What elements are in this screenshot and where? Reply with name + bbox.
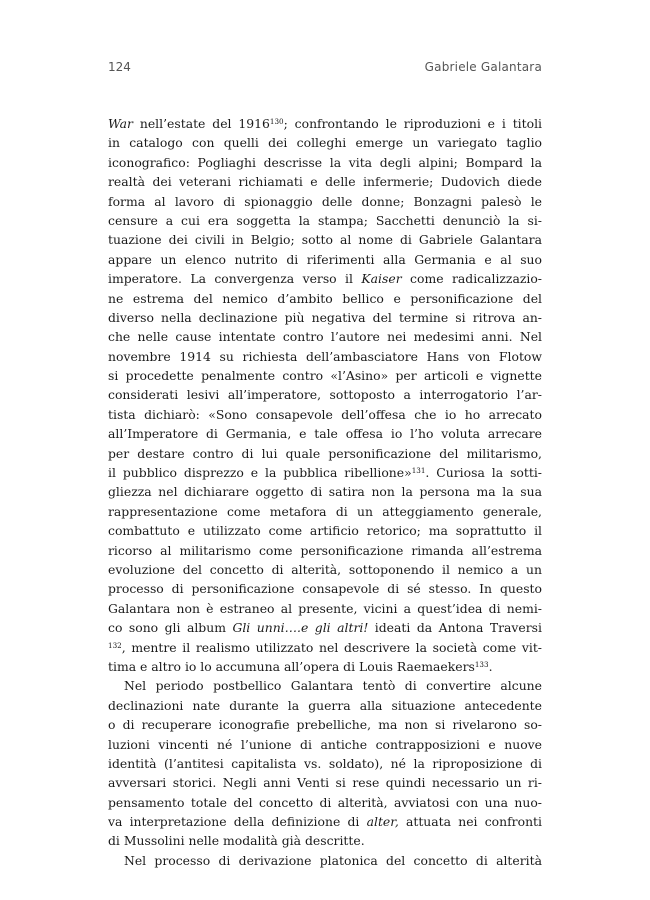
text-segment: tima e altro io lo accumuna all’opera di Louis Raemaekers	[108, 658, 475, 674]
text-segment: novembre 1914 su richiesta dell’ambasciatore Hans von Flotow	[108, 348, 542, 364]
text-line	[108, 114, 542, 133]
page-header	[108, 60, 542, 78]
footnote-marker: 130	[269, 117, 284, 127]
text-segment: Nel periodo postbellico Galantara tentò di convertire alcune	[124, 678, 542, 694]
text-segment: declinazioni nate durante la guerra alla situazione antecedente	[108, 697, 542, 713]
italic-text: alter,	[366, 814, 399, 830]
text-line	[108, 715, 542, 734]
footnote-marker: 133	[474, 659, 489, 669]
text-segment: avversari storici. Negli anni Venti si rese quindi necessario un ri-	[108, 775, 542, 791]
text-segment: . Curiosa la sotti-	[425, 465, 542, 481]
text-segment: imperatore. La convergenza verso il	[108, 271, 362, 287]
text-segment: ne estrema del nemico d’ambito bellico e personificazione del	[108, 290, 542, 306]
text-segment: o di recuperare iconografie prebelliche, ma non si rivelarono so-	[108, 717, 542, 733]
text-segment: Nel processo di derivazione platonica del concetto di alterità	[124, 852, 542, 868]
text-segment: per destare contro di lui quale personificazione del militarismo,	[108, 445, 542, 461]
text-line	[108, 793, 542, 812]
text-line	[108, 327, 542, 346]
text-line	[108, 618, 542, 637]
text-line	[108, 851, 542, 870]
text-segment: realtà dei veterani richiamati e delle infermerie; Dudovich diede	[108, 174, 542, 190]
text-segment: attuata nei confronti	[398, 814, 542, 830]
text-line	[108, 657, 542, 676]
text-segment: come radicalizzazio-	[401, 271, 542, 287]
text-segment: censure a cui era soggetta la stampa; Sacchetti denunciò la si-	[108, 212, 542, 228]
text-line	[108, 269, 542, 288]
text-segment: che nelle cause intentate contro l’autore nei medesimi anni. Nel	[108, 329, 542, 345]
text-line	[108, 366, 542, 385]
text-line	[108, 250, 542, 269]
text-line	[108, 133, 542, 152]
footnote-marker: 132	[108, 640, 122, 650]
running-head: Gabriele Galantara	[424, 60, 542, 74]
text-line	[108, 424, 542, 443]
text-segment: in catalogo con quelli dei colleghi emerge un variegato taglio	[108, 135, 542, 151]
text-segment: .	[488, 658, 493, 674]
text-segment: rappresentazione come metafora di un atteggiamento generale,	[108, 503, 542, 519]
text-segment: Galantara non è estraneo al presente, vicini a quest’idea di nemi-	[108, 600, 542, 616]
text-line	[108, 541, 542, 560]
text-line	[108, 502, 542, 521]
text-segment: pensamento totale del concetto di alterità, avviatosi con una nuo-	[108, 794, 542, 810]
text-segment: tuazione dei civili in Belgio; sotto al nome di Gabriele Galantara	[108, 232, 542, 248]
text-segment: si procedette penalmente contro «l’Asino» per articoli e vignette	[108, 368, 542, 384]
italic-text: Gli unni….e gli altri!	[232, 620, 369, 636]
text-line	[108, 192, 542, 211]
body-text	[108, 114, 542, 870]
text-segment: il pubblico disprezzo e la pubblica ribellione»	[108, 465, 412, 481]
text-segment: gliezza nel dichiarare oggetto di satira non la persona ma la sua	[108, 484, 542, 500]
text-segment: di Mussolini nelle modalità già descritte.	[108, 833, 365, 849]
text-segment: appare un elenco nutrito di riferimenti alla Germania e al suo	[108, 251, 542, 267]
text-segment: combattuto e utilizzato come artificio retorico; ma soprattutto il	[108, 523, 542, 539]
text-line	[108, 831, 542, 850]
text-segment: tista dichiarò: «Sono consapevole dell’offesa che io ho arrecato	[108, 406, 542, 422]
text-line	[108, 579, 542, 598]
text-line	[108, 172, 542, 191]
text-line	[108, 482, 542, 501]
text-line	[108, 676, 542, 695]
text-line	[108, 773, 542, 792]
text-line	[108, 385, 542, 404]
text-line	[108, 560, 542, 579]
text-segment: considerati lesivi all’imperatore, sottoposto a interrogatorio l’ar-	[108, 387, 542, 403]
text-line	[108, 812, 542, 831]
text-segment: co sono gli album	[108, 620, 233, 636]
text-line	[108, 696, 542, 715]
text-segment: iconografico: Pogliaghi descrisse la vita degli alpini; Bompard la	[108, 154, 542, 170]
text-line	[108, 638, 542, 657]
footnote-marker: 131	[411, 466, 426, 476]
text-segment: diverso nella declinazione più negativa del termine si ritrova an-	[108, 309, 542, 325]
text-segment: va interpretazione della definizione di	[108, 814, 367, 830]
text-segment: forma al lavoro di spionaggio delle donne; Bonzagni palesò le	[108, 193, 542, 209]
italic-text: War	[108, 116, 133, 131]
page-number: 124	[108, 60, 131, 74]
text-line	[108, 444, 542, 463]
text-line	[108, 289, 542, 308]
text-line	[108, 308, 542, 327]
text-segment: ricorso al militarismo come personificazione rimanda all’estrema	[108, 542, 542, 558]
text-line	[108, 754, 542, 773]
text-segment: , mentre il realismo utilizzato nel descrivere la società come vit-	[121, 639, 542, 655]
text-line	[108, 153, 542, 172]
text-line	[108, 599, 542, 618]
text-line	[108, 735, 542, 754]
text-line	[108, 230, 542, 249]
text-line	[108, 211, 542, 230]
text-line	[108, 463, 542, 482]
text-segment: evoluzione del concetto di alterità, sottoponendo il nemico a un	[108, 561, 542, 577]
text-segment: luzioni vincenti né l’unione di antiche contrapposizioni e nuove	[108, 736, 542, 752]
text-segment: identità (l’antitesi capitalista vs. soldato), né la riproposizione di	[108, 755, 542, 771]
italic-text: Kaiser	[361, 271, 402, 287]
text-segment: ; confrontando le riproduzioni e i titoli	[283, 116, 542, 131]
text-segment: ideati da Antona Traversi	[368, 620, 542, 636]
text-segment: processo di personificazione consapevole di sé stesso. In questo	[108, 581, 542, 597]
text-line	[108, 347, 542, 366]
text-line	[108, 521, 542, 540]
text-segment: nell’estate del 1916	[132, 116, 270, 131]
text-line	[108, 405, 542, 424]
text-segment: all’Imperatore di Germania, e tale offesa io l’ho voluta arrecare	[108, 426, 542, 442]
